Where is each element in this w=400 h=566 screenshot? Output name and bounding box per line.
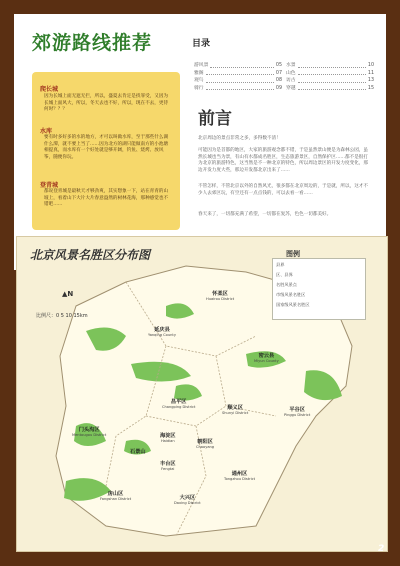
preface-p4: 春天来了，一切都充满了希望，一切都在复苏，色色一切都美好。 (198, 212, 332, 217)
legend-item: 市级风景名胜区 (276, 292, 306, 297)
toc-item[interactable]: 骑行 09 (194, 85, 282, 91)
preface-p3: 不管怎样，不管北京以外的自然风光，很多都在北京周边的，于是就，所以，这才不少人去郊区玩，有空还有一点点钱的，可以去看一看…… (198, 184, 368, 196)
district-label: 昌平区 Changping District (162, 399, 196, 409)
district-label: 朝阳区 Chaoyang (196, 439, 215, 449)
district-label: 怀柔区 Huairou District (206, 291, 235, 301)
tip-text-2: 要有时多好多的水的地方，才可以叫做水库，至于那些什么湖什么潭，就不要上当了……因为北方的湖只能做南方的小池塘相提真，而水库有一个好处就是够开阔，钓鱼、烧烤、放风筝，随便你玩。 (44, 135, 169, 160)
tip-heading-1: 爬长城 (40, 86, 59, 93)
preface-heading: 前言 (198, 109, 232, 129)
district-label: 通州区 Tongzhou District (224, 471, 256, 481)
preface-p1: 北京周边的景点非常之多，多得数不清！ (198, 136, 281, 141)
map-legend (272, 258, 366, 320)
page-number: 2 (378, 544, 385, 554)
legend-item: 名胜风景点 (276, 282, 297, 287)
legend-item: 区、县界 (276, 272, 293, 277)
page-title: 郊游路线推荐 (32, 32, 153, 54)
district-label: 门头沟区 Mentougou District (72, 427, 107, 437)
legend-item: 县界 (276, 262, 285, 267)
legend-item: 国家级风景名胜区 (276, 302, 310, 307)
toc-left (194, 62, 282, 92)
district-label: 密云县 Miyun County (254, 353, 279, 363)
toc-item[interactable]: 穿越 15 (286, 85, 374, 91)
toc-right (286, 62, 374, 92)
toc-item[interactable]: 游风景 05 (194, 63, 282, 68)
tip-text-1: 因为长城上面无遮无拦，所以，盛夏去肯定是找罪受，又因为长城上面风大，所以，冬天去也不好，所以，现在不去，更待何时？？？ (44, 94, 169, 113)
tip-heading-3: 登青城 (40, 182, 59, 189)
legend-title: 图例 (286, 250, 300, 258)
district-label: 顺义区 Shunyi District (222, 405, 249, 415)
north-arrow-icon: ▲N (62, 290, 74, 298)
district-label: 大兴区 Daxing District (174, 495, 201, 505)
district-label: 房山区 Fangshan District (100, 491, 132, 501)
district-label: 丰台区 Fengtai (160, 461, 176, 471)
map-title: 北京风景名胜区分布图 (30, 248, 151, 262)
district-label: 石景山 (130, 449, 146, 455)
toc-item[interactable]: 雅阁 07 (194, 70, 282, 76)
toc-item[interactable]: 山色 11 (286, 70, 374, 76)
district-label: 延庆县 Yanqing County (148, 327, 176, 337)
preface-p2: 可能因为是首都的地区，大家的旅游观念都不错，于是虽然景山便是为森林公园，虽然长城也当为景，有山有水都成名胜区，生态旅游景区，自然保护区……都不是很打为北京的旅游特色，这当然是不一种北京的特色，所以周边景区的开发力度变化，那边开发力度大些，那边开发都北京出来了…… (198, 148, 368, 173)
tip-heading-2: 水库 (40, 128, 53, 135)
map-scale: 比例尺：0 5 10 15km (36, 313, 88, 319)
tip-text-3: 都说登青城是最秋天才够劲爽，其实想象一下，站在青青的山坡上，看着山下大片大片春意盎然的树林花海，那种感觉也不错吧…… (44, 189, 169, 208)
district-label: 平谷区 Pinggu District (284, 407, 311, 417)
toc-heading: 目录 (192, 39, 211, 49)
toc-item[interactable]: 水景 10 (286, 63, 374, 68)
toc-item[interactable]: 访古 13 (286, 78, 374, 84)
toc-item[interactable]: 观鸟 08 (194, 78, 282, 84)
district-label: 海淀区 Haidian (160, 433, 176, 443)
